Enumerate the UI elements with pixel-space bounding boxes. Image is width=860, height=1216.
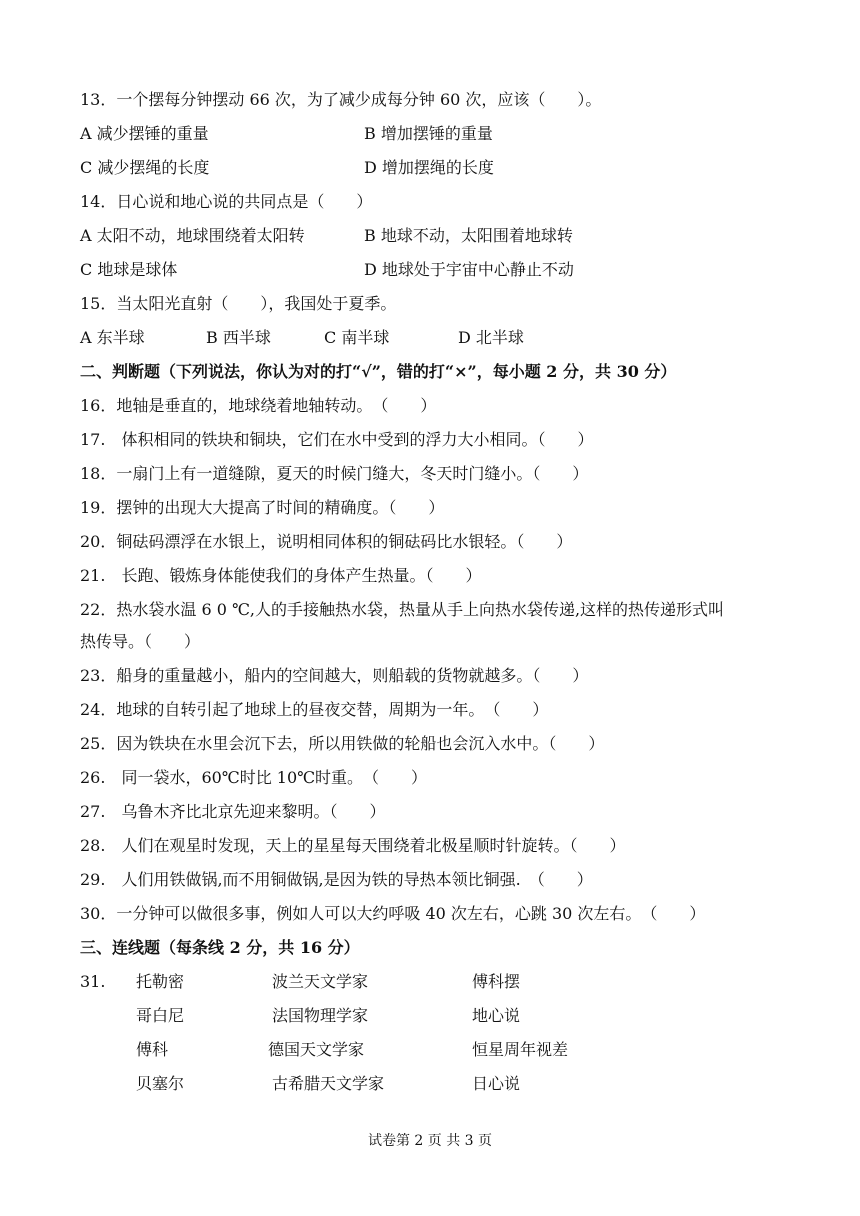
q13-option-c: C 减少摆绳的长度	[80, 158, 210, 177]
tf-question: 21. 长跑、锻炼身体能使我们的身体产生热量。（ ）	[80, 566, 482, 585]
tf-question: 27. 乌鲁木齐比北京先迎来黎明。（ ）	[80, 802, 386, 821]
matching-identity: 法国物理学家	[272, 1006, 369, 1025]
section-matching-heading: 三、连线题（每条线 2 分，共 16 分）	[80, 938, 360, 957]
page-footer: 试卷第 2 页 共 3 页	[367, 1133, 493, 1149]
q15-option-b: B 西半球	[206, 328, 271, 347]
q31-number: 31.	[80, 972, 106, 991]
matching-identity: 德国天文学家	[268, 1040, 365, 1059]
tf-question: 22．热水袋水温 6 0 ℃,人的手接触热水袋，热量从手上向热水袋传递,这样的热传递形式叫	[80, 600, 725, 619]
q13-option-d: D 增加摆绳的长度	[364, 158, 494, 177]
section-true-false-heading: 二、判断题（下列说法，你认为对的打“√”，错的打“×”，每小题 2 分，共 30 分）	[80, 362, 677, 381]
tf-question: 17. 体积相同的铁块和铜块，它们在水中受到的浮力大小相同。（ ）	[80, 430, 594, 449]
tf-question: 16．地轴是垂直的，地球绕着地轴转动。 （ ）	[80, 396, 437, 415]
matching-person: 托勒密	[136, 972, 185, 991]
q15-stem: 15．当太阳光直射（ ），我国处于夏季。	[80, 294, 397, 313]
q15-option-a: A 东半球	[80, 328, 145, 347]
matching-contribution: 地心说	[472, 1006, 521, 1025]
matching-person: 傅科	[136, 1040, 169, 1059]
q13-stem: 13．一个摆每分钟摆动 66 次，为了减少成每分钟 60 次，应该（ ）。	[80, 90, 602, 109]
tf-question: 29. 人们用铁做锅,而不用铜做锅,是因为铁的导热本领比铜强. （ ）	[80, 870, 593, 889]
tf-question: 26. 同一袋水，60℃时比 10℃时重。 （ ）	[80, 768, 428, 787]
q14-option-b: B 地球不动，太阳围着地球转	[364, 226, 573, 245]
tf-question: 30．一分钟可以做很多事，例如人可以大约呼吸 40 次左右，心跳 30 次左右。 （ ）	[80, 904, 706, 923]
matching-person: 贝塞尔	[136, 1074, 185, 1093]
q14-option-d: D 地球处于宇宙中心静止不动	[364, 260, 574, 279]
q15-option-c: C 南半球	[324, 328, 390, 347]
tf-question: 24．地球的自转引起了地球上的昼夜交替，周期为一年。 （ ）	[80, 700, 549, 719]
tf-question: 18．一扇门上有一道缝隙，夏天的时候门缝大，冬天时门缝小。（ ）	[80, 464, 589, 483]
tf-question: 28. 人们在观星时发现，天上的星星每天围绕着北极星顺时针旋转。（ ）	[80, 836, 626, 855]
matching-person: 哥白尼	[136, 1006, 185, 1025]
tf-question: 23．船身的重量越小，船内的空间越大，则船载的货物就越多。（ ）	[80, 666, 589, 685]
q13-option-b: B 增加摆锤的重量	[364, 124, 493, 143]
tf-question: 19．摆钟的出现大大提高了时间的精确度。（ ）	[80, 498, 445, 517]
q14-option-c: C 地球是球体	[80, 260, 178, 279]
tf-question-continued: 热传导。（ ）	[80, 632, 201, 651]
q15-option-d: D 北半球	[458, 328, 524, 347]
tf-question: 25．因为铁块在水里会沉下去，所以用铁做的轮船也会沉入水中。（ ）	[80, 734, 605, 753]
matching-contribution: 日心说	[472, 1074, 521, 1093]
q14-stem: 14．日心说和地心说的共同点是（ ）	[80, 192, 373, 211]
matching-contribution: 傅科摆	[472, 972, 521, 991]
tf-question: 20．铜砝码漂浮在水银上，说明相同体积的铜砝码比水银轻。（ ）	[80, 532, 573, 551]
matching-identity: 波兰天文学家	[272, 972, 369, 991]
matching-contribution: 恒星周年视差	[472, 1040, 569, 1059]
q13-option-a: A 减少摆锤的重量	[80, 124, 209, 143]
matching-identity: 古希腊天文学家	[272, 1074, 385, 1093]
q14-option-a: A 太阳不动，地球围绕着太阳转	[80, 226, 305, 245]
